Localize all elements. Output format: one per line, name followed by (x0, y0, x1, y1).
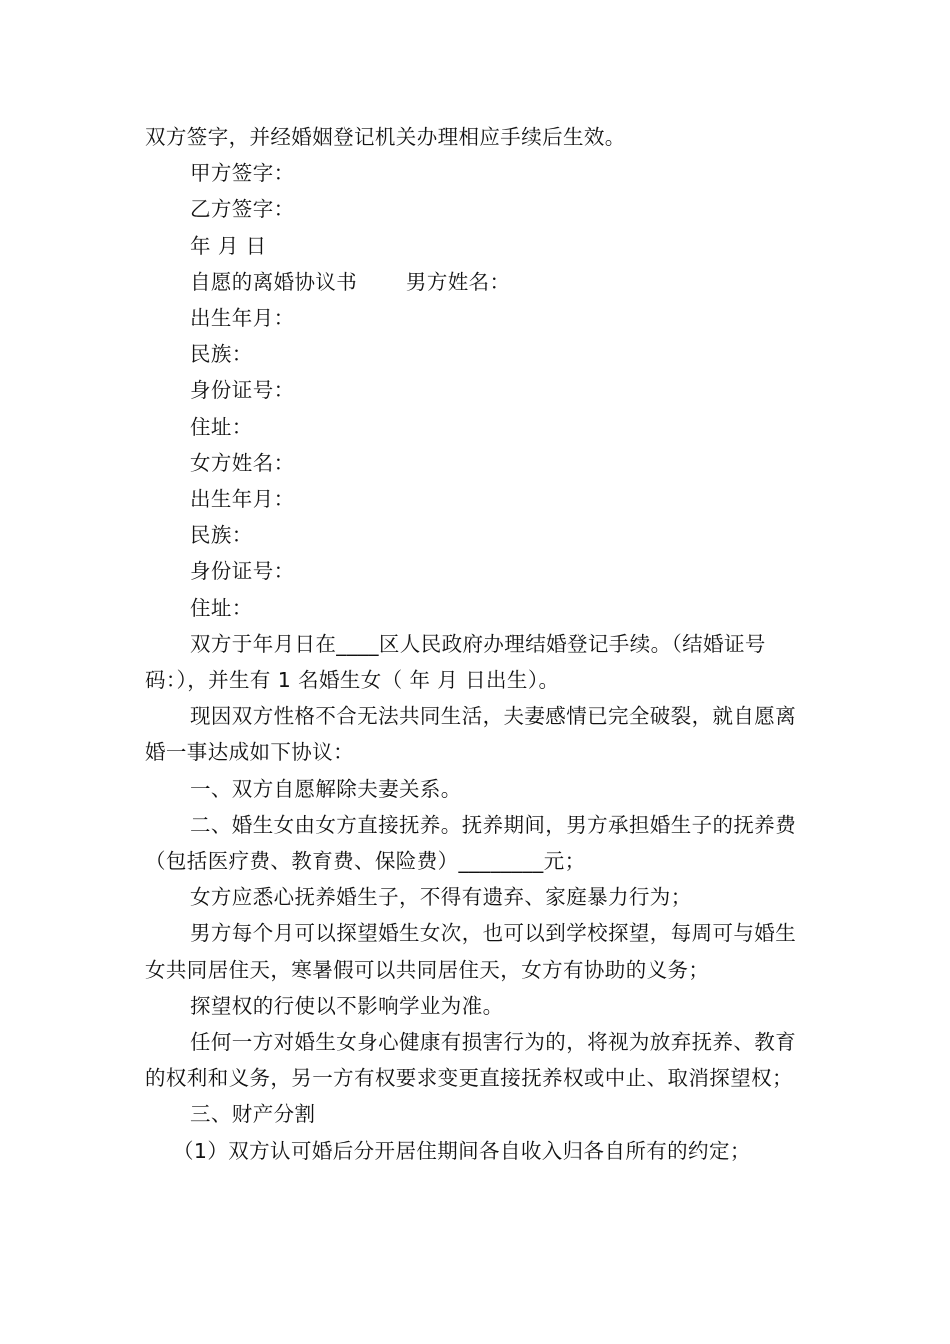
female-id-number: 身份证号： (190, 559, 295, 584)
property-item-one: （1）双方认可婚后分开居住期间各自收入归各自所有的约定； (173, 1138, 751, 1163)
visitation-limit-paragraph: 探望权的行使以不影响学业为准。 (190, 993, 504, 1018)
party-a-signature: 甲方签字： (190, 161, 295, 186)
male-birth-date: 出生年月： (190, 306, 295, 331)
marriage-registration-paragraph: 双方于年月日在____区人民政府办理结婚登记手续。（结婚证号码：），并生有 1 名婚生女（ 年 月 日出生）。 (145, 631, 766, 693)
document-body (145, 119, 810, 1169)
female-name: 女方姓名： (190, 450, 295, 475)
female-ethnicity: 民族： (190, 523, 253, 548)
paragraph-effective-clause: 双方签字，并经婚姻登记机关办理相应手续后生效。 (145, 125, 626, 149)
custody-change-paragraph: 任何一方对婚生女身心健康有损害行为的，将视为放弃抚养、教育的权利和义务，另一方有权要求变更直接抚养权或中止、取消探望权； (145, 1030, 797, 1091)
female-address: 住址： (190, 595, 253, 620)
clause-two-custody: 二、婚生女由女方直接抚养。抚养期间，男方承担婚生子的抚养费（包括医疗费、教育费、保险费）________元； (145, 812, 797, 874)
female-birth-date: 出生年月： (190, 487, 295, 512)
clause-three-property: 三、财产分割 (190, 1102, 316, 1127)
divorce-reason-paragraph: 现因双方性格不合无法共同生活，夫妻感情已完全破裂，就自愿离婚一事达成如下协议： (145, 704, 797, 765)
male-address: 住址： (190, 414, 253, 439)
signature-date: 年 月 日 (190, 233, 267, 258)
male-ethnicity: 民族： (190, 342, 253, 367)
visitation-paragraph: 男方每个月可以探望婚生女次，也可以到学校探望，每周可与婚生女共同居住天，寒暑假可以共同居住天，女方有协助的义务； (145, 921, 797, 982)
clause-one: 一、双方自愿解除夫妻关系。 (190, 776, 462, 801)
party-b-signature: 乙方签字： (190, 197, 295, 222)
male-id-number: 身份证号： (190, 378, 295, 403)
custody-duty-paragraph: 女方应悉心抚养婚生子，不得有遗弃、家庭暴力行为； (190, 885, 692, 910)
agreement-title-male-name: 自愿的离婚协议书 男方姓名： (190, 269, 511, 294)
